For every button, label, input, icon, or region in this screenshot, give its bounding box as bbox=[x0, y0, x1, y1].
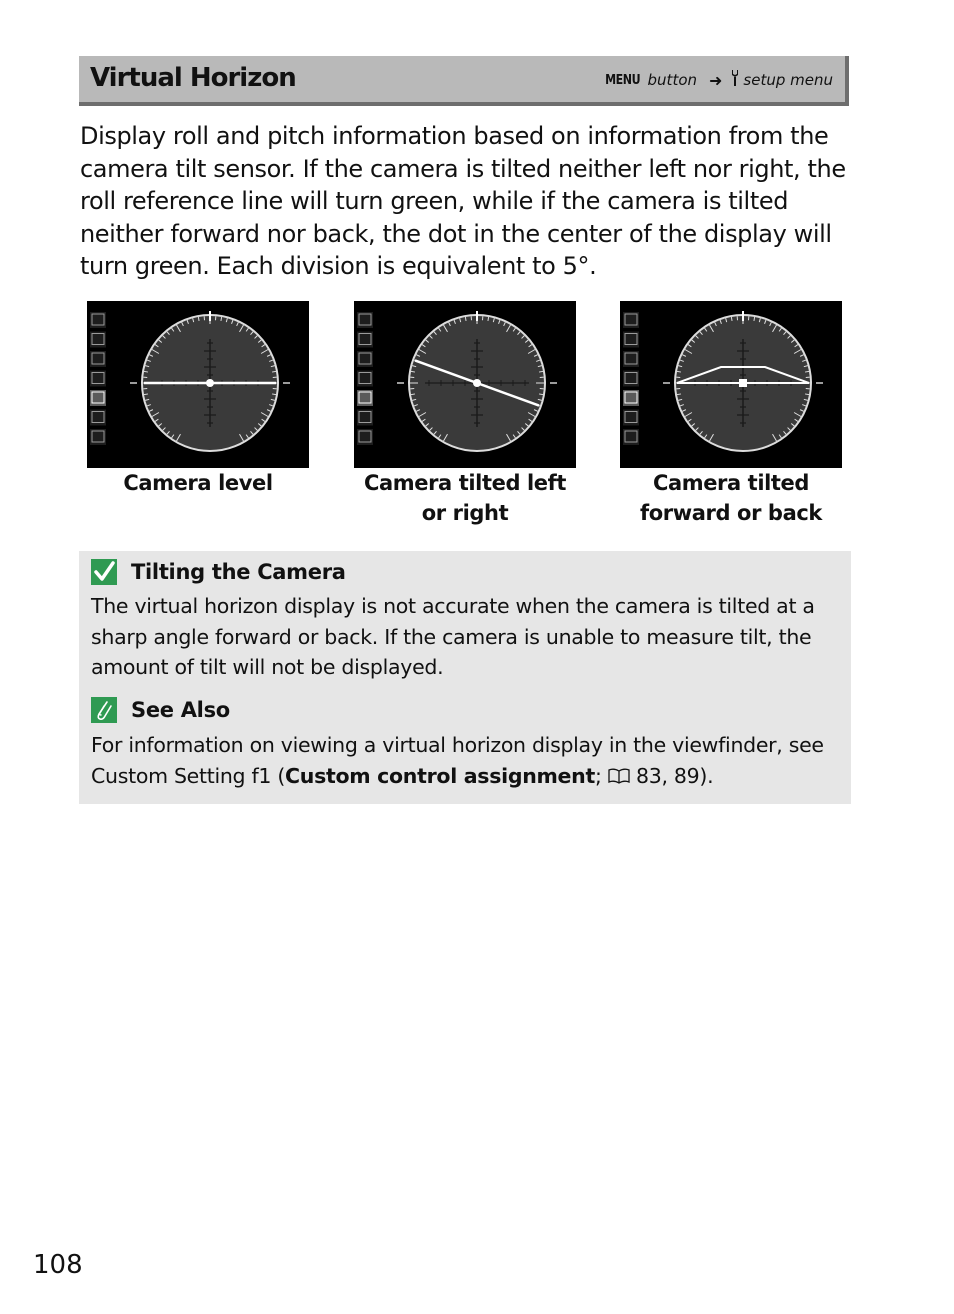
setup-menu-label: setup menu bbox=[743, 71, 833, 89]
center-dot bbox=[473, 379, 481, 387]
see-also-text-start: For information on viewing a virtual horizon display in the viewfinder, see Custom Setting f1 ( bbox=[91, 733, 824, 788]
movie-icon bbox=[90, 351, 106, 367]
page-number: 108 bbox=[33, 1250, 83, 1280]
note-heading-text: Tilting the Camera bbox=[131, 560, 346, 584]
playback-icon bbox=[623, 312, 639, 328]
menu-sidebar bbox=[357, 312, 373, 445]
center-dot bbox=[739, 379, 747, 387]
wrench-icon bbox=[730, 70, 740, 90]
check-icon bbox=[91, 559, 117, 585]
see-also-page-refs: 83, 89). bbox=[629, 763, 714, 788]
retouch-icon bbox=[90, 410, 106, 426]
note-heading-see-also bbox=[91, 697, 230, 723]
note-body-see-also bbox=[91, 730, 846, 791]
notes-box bbox=[79, 551, 851, 804]
note-heading-text: See Also bbox=[131, 698, 230, 722]
playback-icon bbox=[357, 312, 373, 328]
movie-icon bbox=[623, 351, 639, 367]
playback-icon bbox=[90, 312, 106, 328]
wrench-icon bbox=[90, 390, 106, 406]
camera-icon bbox=[623, 332, 639, 348]
pencil-icon bbox=[623, 371, 639, 387]
retouch-icon bbox=[623, 410, 639, 426]
wrench-icon bbox=[623, 390, 639, 406]
page-title: Virtual Horizon bbox=[90, 63, 296, 93]
pencil-icon bbox=[90, 371, 106, 387]
arrow-icon: ➜ bbox=[709, 70, 723, 90]
note-body-tilting: The virtual horizon display is not accurate when the camera is tilted at a sharp angle forward or back. If the camera is unable to measure tilt, the amount of tilt will not be displayed. bbox=[91, 594, 815, 679]
retouch-icon bbox=[357, 410, 373, 426]
menu-button-label: button bbox=[647, 71, 698, 89]
menu-sidebar bbox=[90, 312, 106, 445]
figure-camera-tilted-forward-back bbox=[620, 301, 842, 468]
my-menu-icon bbox=[623, 429, 639, 445]
wrench-icon bbox=[357, 390, 373, 406]
movie-icon bbox=[357, 351, 373, 367]
camera-icon bbox=[357, 332, 373, 348]
menu-key-label: MENU bbox=[605, 72, 641, 88]
section-title-bar bbox=[79, 56, 849, 106]
menu-sidebar bbox=[623, 312, 639, 445]
custom-control-assignment-label: Custom control assignment bbox=[285, 763, 595, 788]
figure-camera-level bbox=[87, 301, 309, 468]
pencil-icon bbox=[357, 371, 373, 387]
figure-camera-tilted-left-right bbox=[354, 301, 576, 468]
note-icon bbox=[91, 697, 117, 723]
my-menu-icon bbox=[90, 429, 106, 445]
see-also-separator: ; bbox=[594, 763, 608, 788]
menu-path bbox=[602, 70, 833, 90]
caption-camera-tilted-left-right: Camera tilted left or right bbox=[363, 471, 567, 525]
center-dot bbox=[206, 379, 214, 387]
camera-icon bbox=[90, 332, 106, 348]
my-menu-icon bbox=[357, 429, 373, 445]
book-icon bbox=[608, 768, 630, 784]
caption-camera-tilted-forward-back: Camera tilted forward or back bbox=[640, 471, 822, 525]
intro-paragraph: Display roll and pitch information based on information from the camera tilt sensor. If the camera is tilted neither left nor right, the roll reference line will turn green, while if the camera is tilted neither forward nor back, the dot in the center of the display will turn green. Each division is equivalent to 5°. bbox=[80, 122, 846, 280]
note-heading-tilting bbox=[91, 559, 346, 585]
caption-camera-level: Camera level bbox=[123, 471, 273, 495]
